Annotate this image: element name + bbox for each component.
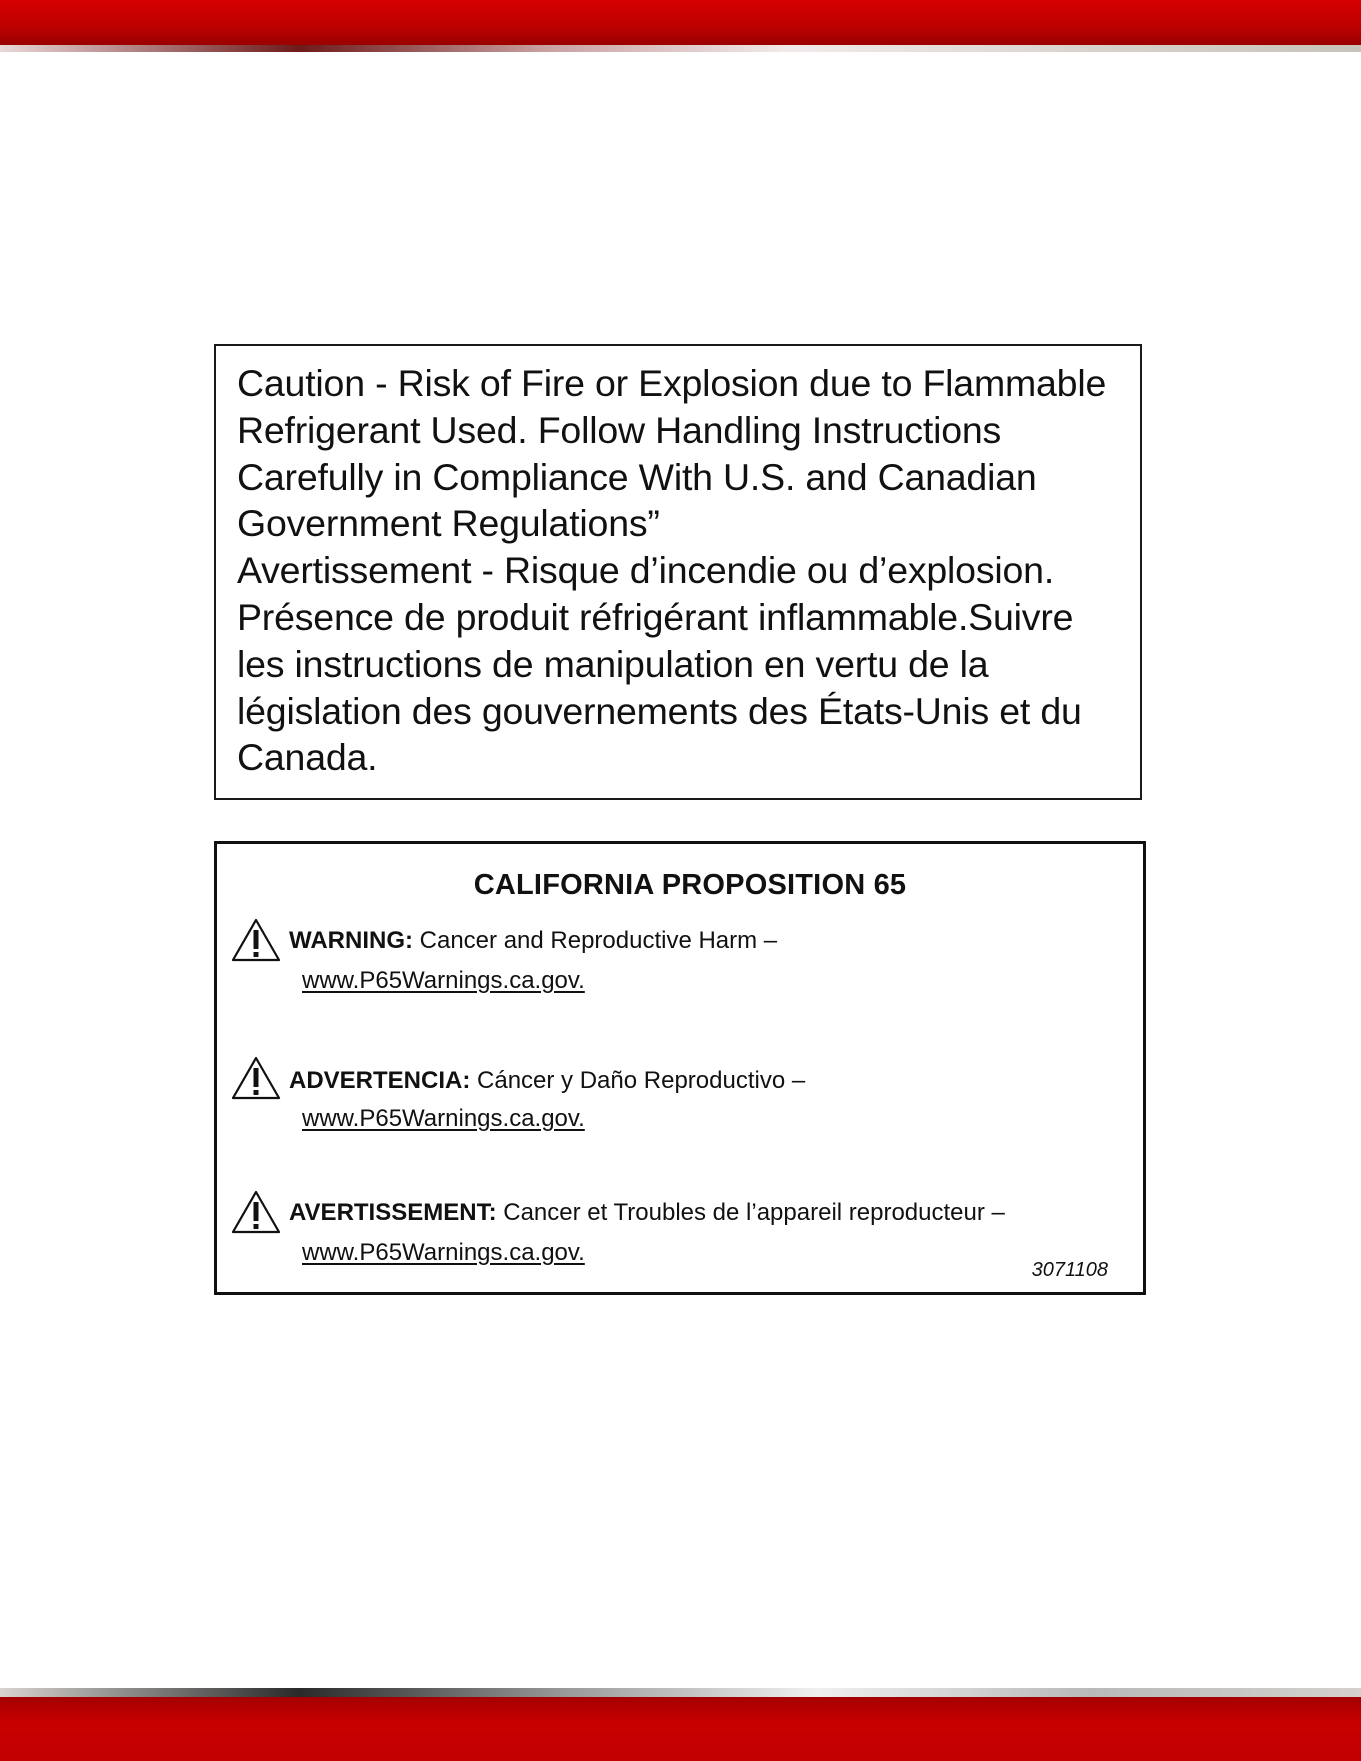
warning-text: Cancer et Troubles de l’appareil reproducteur – [496, 1199, 1005, 1226]
p65-warnings-link[interactable]: www.P65Warnings.ca.gov. [302, 967, 585, 994]
prop65-warning-box [214, 841, 1146, 1295]
caution-line-fr: législation des gouvernements des États-Unis et du [237, 689, 1082, 732]
caution-line-fr: Présence de produit réfrigérant inflammable.Suivre [237, 595, 1074, 638]
bottom-red-stripe [0, 1697, 1361, 1761]
caution-line: Caution - Risk of Fire or Explosion due to Flammable [237, 362, 1107, 404]
top-metallic-stripe [0, 45, 1361, 52]
caution-line-fr: Canada. [237, 736, 378, 779]
caution-line: Carefully in Compliance With U.S. and Canadian [237, 455, 1037, 498]
bottom-decorative-band [0, 1688, 1361, 1761]
warning-triangle-icon [231, 917, 281, 963]
warning-label: WARNING: [289, 927, 413, 954]
prop65-title: CALIFORNIA PROPOSITION 65 [473, 869, 907, 901]
bottom-metallic-stripe [0, 1688, 1361, 1697]
caution-line-fr: Avertissement - Risque d’incendie ou d’explosion. [237, 549, 1055, 592]
prop65-warning-es [231, 1055, 1131, 1145]
top-red-stripe [0, 0, 1361, 45]
warning-label: ADVERTENCIA: [289, 1067, 471, 1094]
p65-warnings-link[interactable]: www.P65Warnings.ca.gov. [302, 1105, 585, 1132]
warning-statement [289, 1199, 1005, 1227]
flammable-refrigerant-caution-box [214, 344, 1142, 800]
part-number: 3071108 [1031, 1259, 1108, 1281]
p65-warnings-link[interactable]: www.P65Warnings.ca.gov. [302, 1239, 585, 1266]
warning-triangle-icon [231, 1055, 281, 1101]
warning-label: AVERTISSEMENT: [289, 1199, 497, 1226]
caution-line: Refrigerant Used. Follow Handling Instructions [237, 408, 1002, 451]
prop65-warning-en [231, 917, 1131, 1007]
top-decorative-band [0, 0, 1361, 52]
caution-line-fr: les instructions de manipulation en vertu de la [237, 642, 989, 685]
caution-line: Government Regulations” [237, 502, 660, 545]
warning-triangle-icon [231, 1189, 281, 1235]
warning-text: Cáncer y Daño Reproductivo – [470, 1067, 806, 1094]
warning-statement [289, 927, 777, 955]
warning-statement [289, 1067, 805, 1095]
prop65-warning-fr [231, 1189, 1131, 1279]
warning-text: Cancer and Reproductive Harm – [412, 927, 778, 954]
